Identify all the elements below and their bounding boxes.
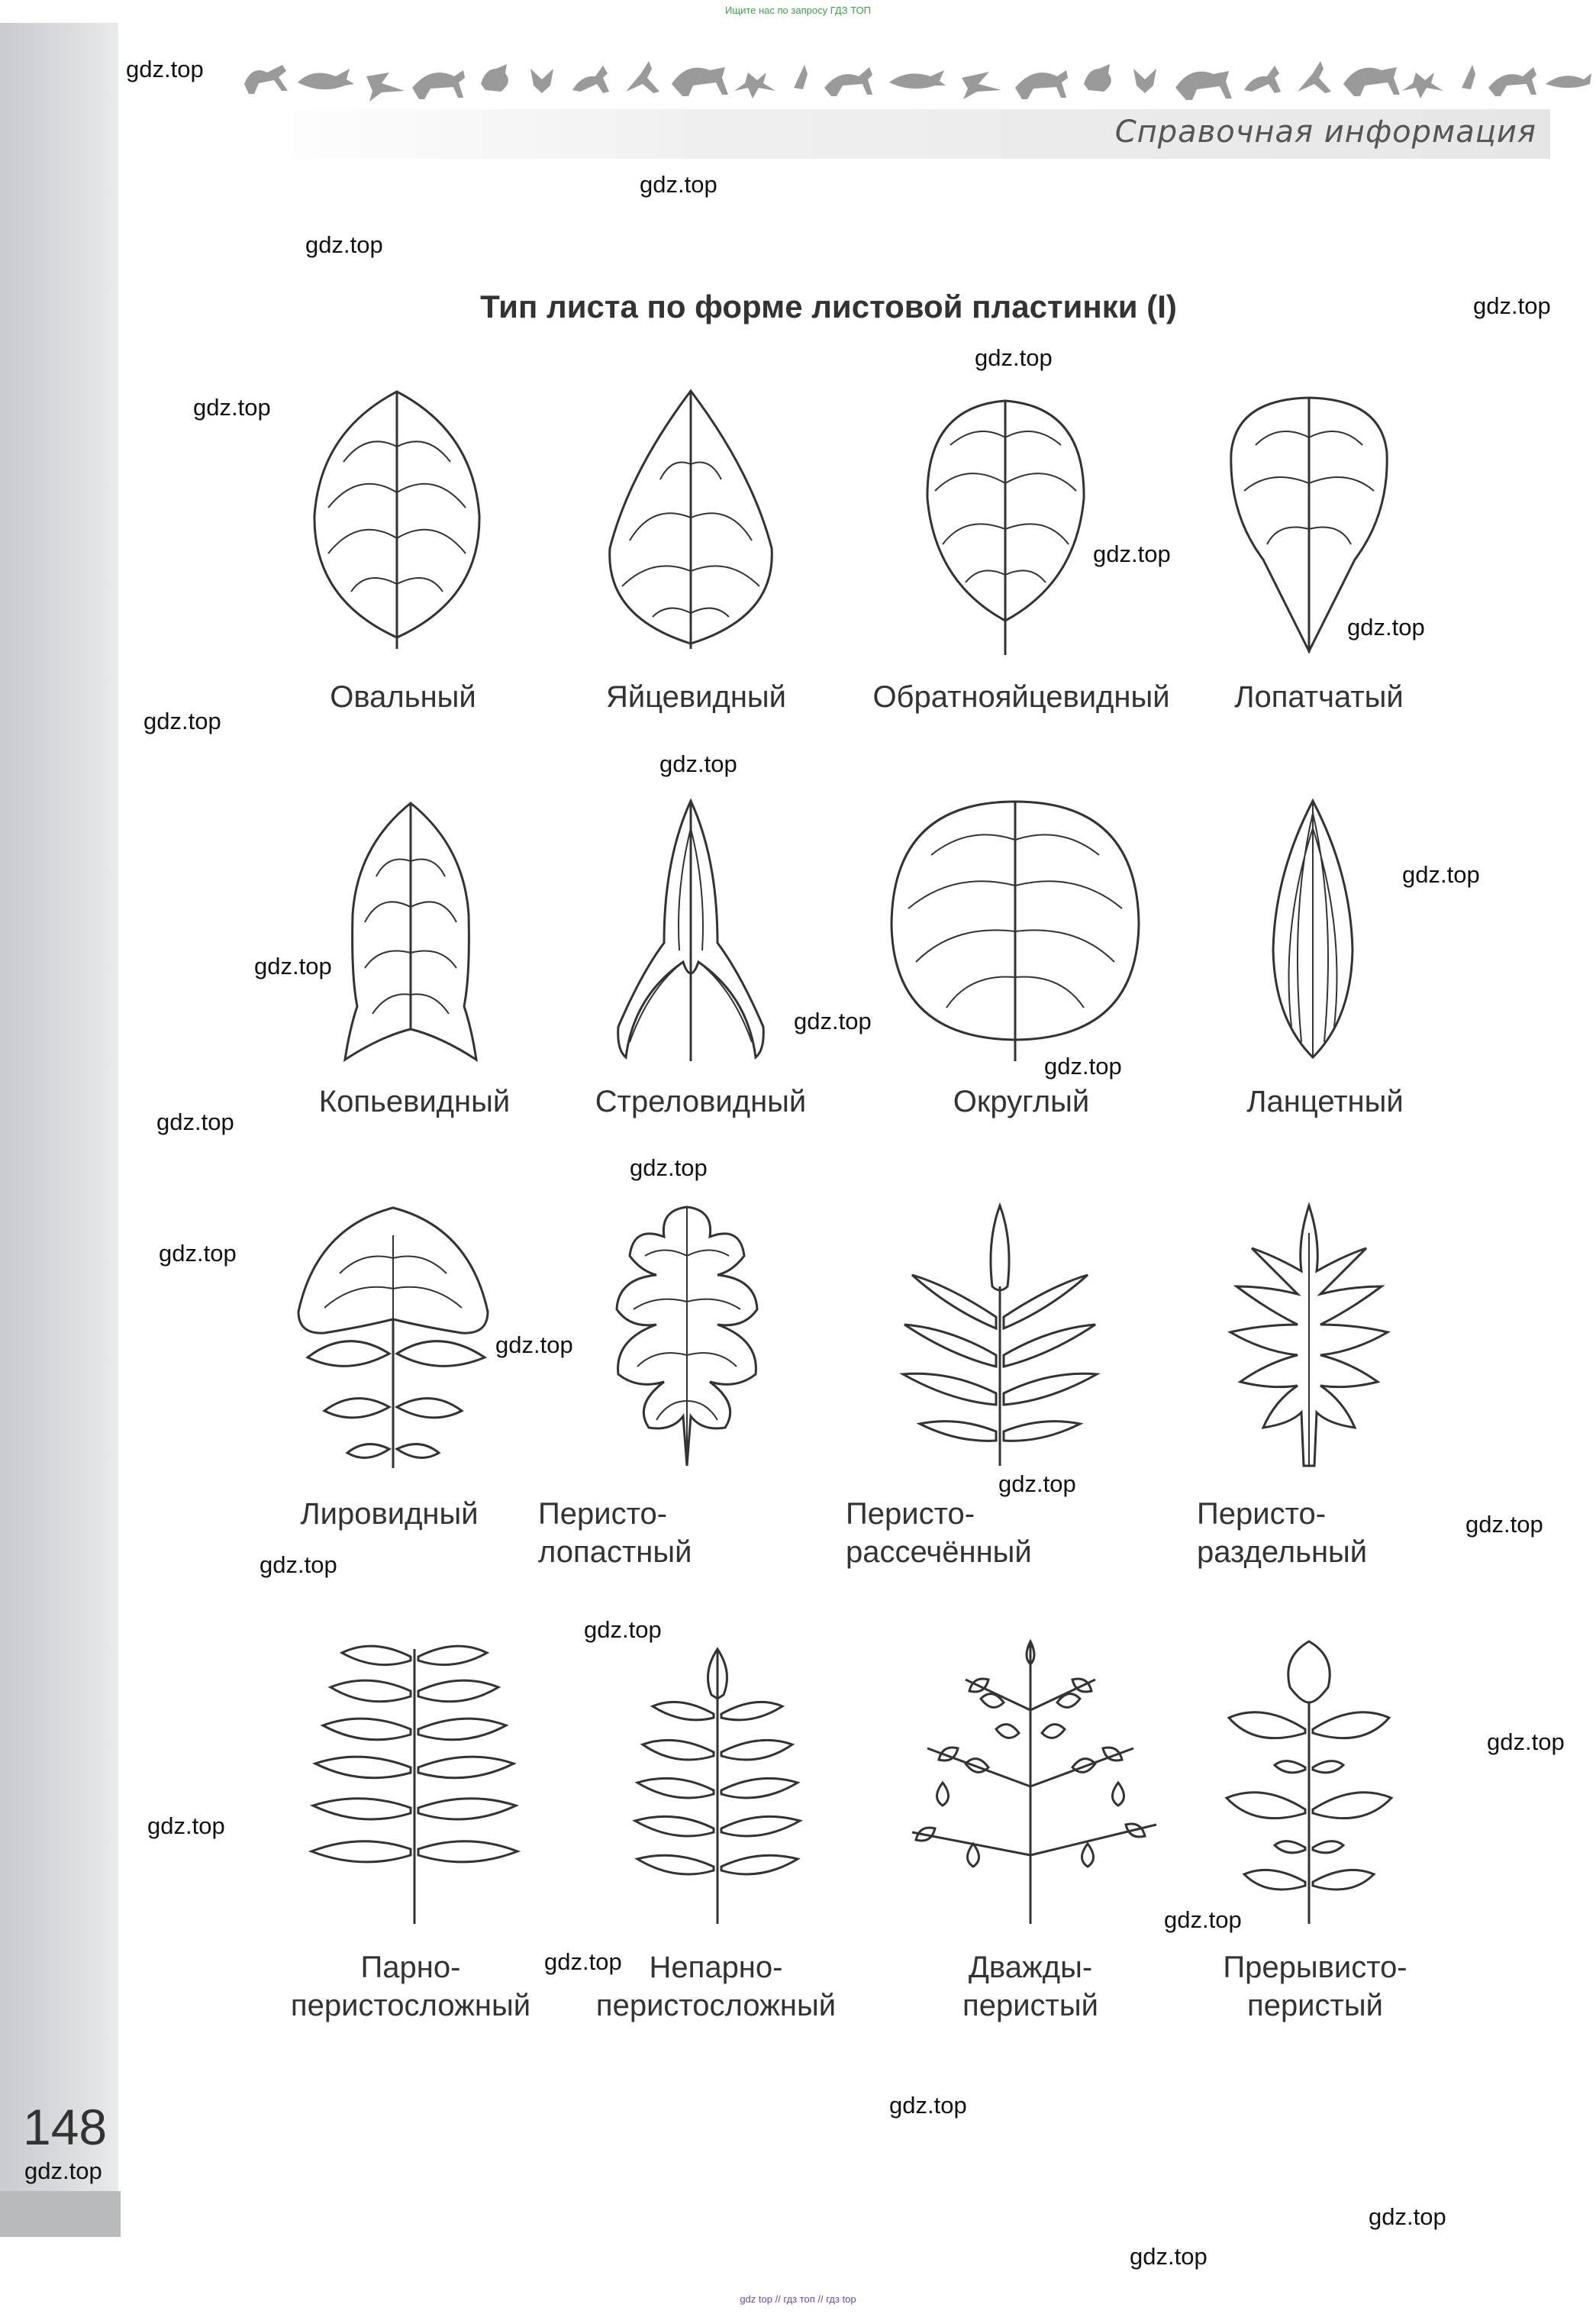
leaf-label-pinnately-lobed <box>538 1495 692 1571</box>
watermark: gdz.top <box>254 953 332 979</box>
pinnatisect-leaf-drawing <box>897 1202 1103 1470</box>
leaf-label-bipinnate <box>962 1948 1098 2025</box>
book-spine-edge <box>0 2191 121 2237</box>
paripinnate-leaf-drawing <box>304 1634 525 1924</box>
leaf-label-pinnatisect <box>846 1495 1032 1571</box>
leaf-label-line-2: рассечённый <box>846 1535 1032 1569</box>
leaf-label-line-2: раздельный <box>1197 1535 1368 1569</box>
watermark: gdz.top <box>126 56 204 82</box>
watermark: gdz.top <box>1164 1906 1242 1933</box>
lanceolate-leaf-drawing <box>1267 798 1359 1061</box>
watermark: gdz.top <box>495 1331 573 1358</box>
leaf-label-orbicular: Округлый <box>953 1085 1090 1118</box>
leaf-label-pinnatipartite <box>1197 1495 1367 1571</box>
bipinnate-leaf-drawing <box>897 1634 1164 1924</box>
leaf-label-paripinnate <box>291 1948 530 2025</box>
watermark: gdz.top <box>794 1008 872 1034</box>
watermark: gdz.top <box>1369 2203 1446 2230</box>
leaf-label-interrupted-pinnate <box>1223 1948 1407 2025</box>
leaf-label-lanceolate: Ланцетный <box>1246 1085 1404 1118</box>
watermark: gdz.top <box>193 394 271 421</box>
watermark: gdz.top <box>584 1616 662 1643</box>
leaf-label-line-1: Парно- <box>360 1951 461 1984</box>
watermark: gdz.top <box>156 1109 234 1135</box>
watermark: gdz.top <box>1044 1053 1122 1080</box>
interrupted-pinnate-leaf-drawing <box>1217 1634 1401 1924</box>
book-spine-shadow <box>0 23 118 2237</box>
leaf-label-lyrate: Лировидный <box>300 1497 479 1531</box>
leaf-label-ovate: Яйцевидный <box>605 680 787 714</box>
leaf-label-line-1: Перисто- <box>1197 1497 1327 1531</box>
page-title: Тип листа по форме листовой пластинки (I) <box>480 289 1177 324</box>
watermark: gdz.top <box>1347 614 1425 641</box>
page-number: 148 <box>23 2099 108 2155</box>
obovate-leaf-drawing <box>920 392 1091 655</box>
sagittate-leaf-drawing <box>611 798 771 1065</box>
watermark: gdz.top <box>889 2092 967 2119</box>
top-note: Ищите нас по запросу ГДЗ ТОП <box>725 5 871 16</box>
leaf-label-sagittate: Стреловидный <box>595 1085 807 1118</box>
orbicular-leaf-drawing <box>885 794 1145 1061</box>
watermark: gdz.top <box>1465 1511 1543 1538</box>
leaf-label-line-1: Перисто- <box>846 1497 975 1531</box>
leaf-label-line-1: Дважды- <box>968 1951 1093 1984</box>
leaf-label-line-1: Перисто- <box>538 1497 668 1531</box>
leaf-label-oval: Овальный <box>330 680 476 714</box>
watermark: gdz.top <box>1473 292 1551 319</box>
watermark: gdz.top <box>305 231 383 258</box>
leaf-label-line-2: перистый <box>1247 1989 1383 2022</box>
watermark: gdz.top <box>998 1470 1076 1497</box>
leaf-label-line-1: Непарно- <box>649 1951 783 1984</box>
leaf-label-line-2: лопастный <box>538 1535 692 1569</box>
pinnatipartite-leaf-drawing <box>1221 1202 1397 1470</box>
watermark: gdz.top <box>1093 541 1171 567</box>
watermark: gdz.top <box>640 171 717 198</box>
leaf-label-hastate: Копьевидный <box>318 1085 511 1118</box>
watermark: gdz.top <box>544 1948 622 1975</box>
watermark: gdz.top <box>143 708 221 734</box>
leaf-label-line-2: перистосложный <box>290 1989 531 2022</box>
watermark: gdz.top <box>24 2157 102 2184</box>
pinnately-lobed-leaf-drawing <box>603 1202 771 1470</box>
leaf-label-line-1: Прерывисто- <box>1223 1951 1407 1984</box>
lyrate-leaf-drawing <box>294 1205 492 1472</box>
watermark: gdz.top <box>1130 2243 1207 2270</box>
leaf-label-spatulate: Лопатчатый <box>1234 680 1404 714</box>
watermark: gdz.top <box>260 1551 337 1578</box>
leaf-label-obovate: Обратнояйцевидный <box>872 680 1170 714</box>
watermark: gdz.top <box>1487 1728 1565 1755</box>
hastate-leaf-drawing <box>342 800 479 1063</box>
watermark: gdz.top <box>159 1240 237 1267</box>
ovate-leaf-drawing <box>599 388 782 651</box>
watermark: gdz.top <box>147 1812 225 1839</box>
watermark: gdz.top <box>1402 861 1480 888</box>
watermark: gdz.top <box>975 344 1053 371</box>
watermark: gdz.top <box>659 750 737 777</box>
oval-leaf-drawing <box>305 386 488 653</box>
imparipinnate-leaf-drawing <box>626 1641 809 1924</box>
leaf-label-line-2: перистосложный <box>595 1989 837 2022</box>
watermark: gdz.top <box>630 1154 708 1181</box>
section-header: Справочная информация <box>1114 115 1536 150</box>
leaf-label-imparipinnate <box>596 1948 836 2025</box>
animal-silhouettes-border <box>237 53 1595 107</box>
leaf-label-line-2: перистый <box>962 1989 1098 2022</box>
bottom-note: gdz top // гдз топ // гдз top <box>740 2293 856 2305</box>
